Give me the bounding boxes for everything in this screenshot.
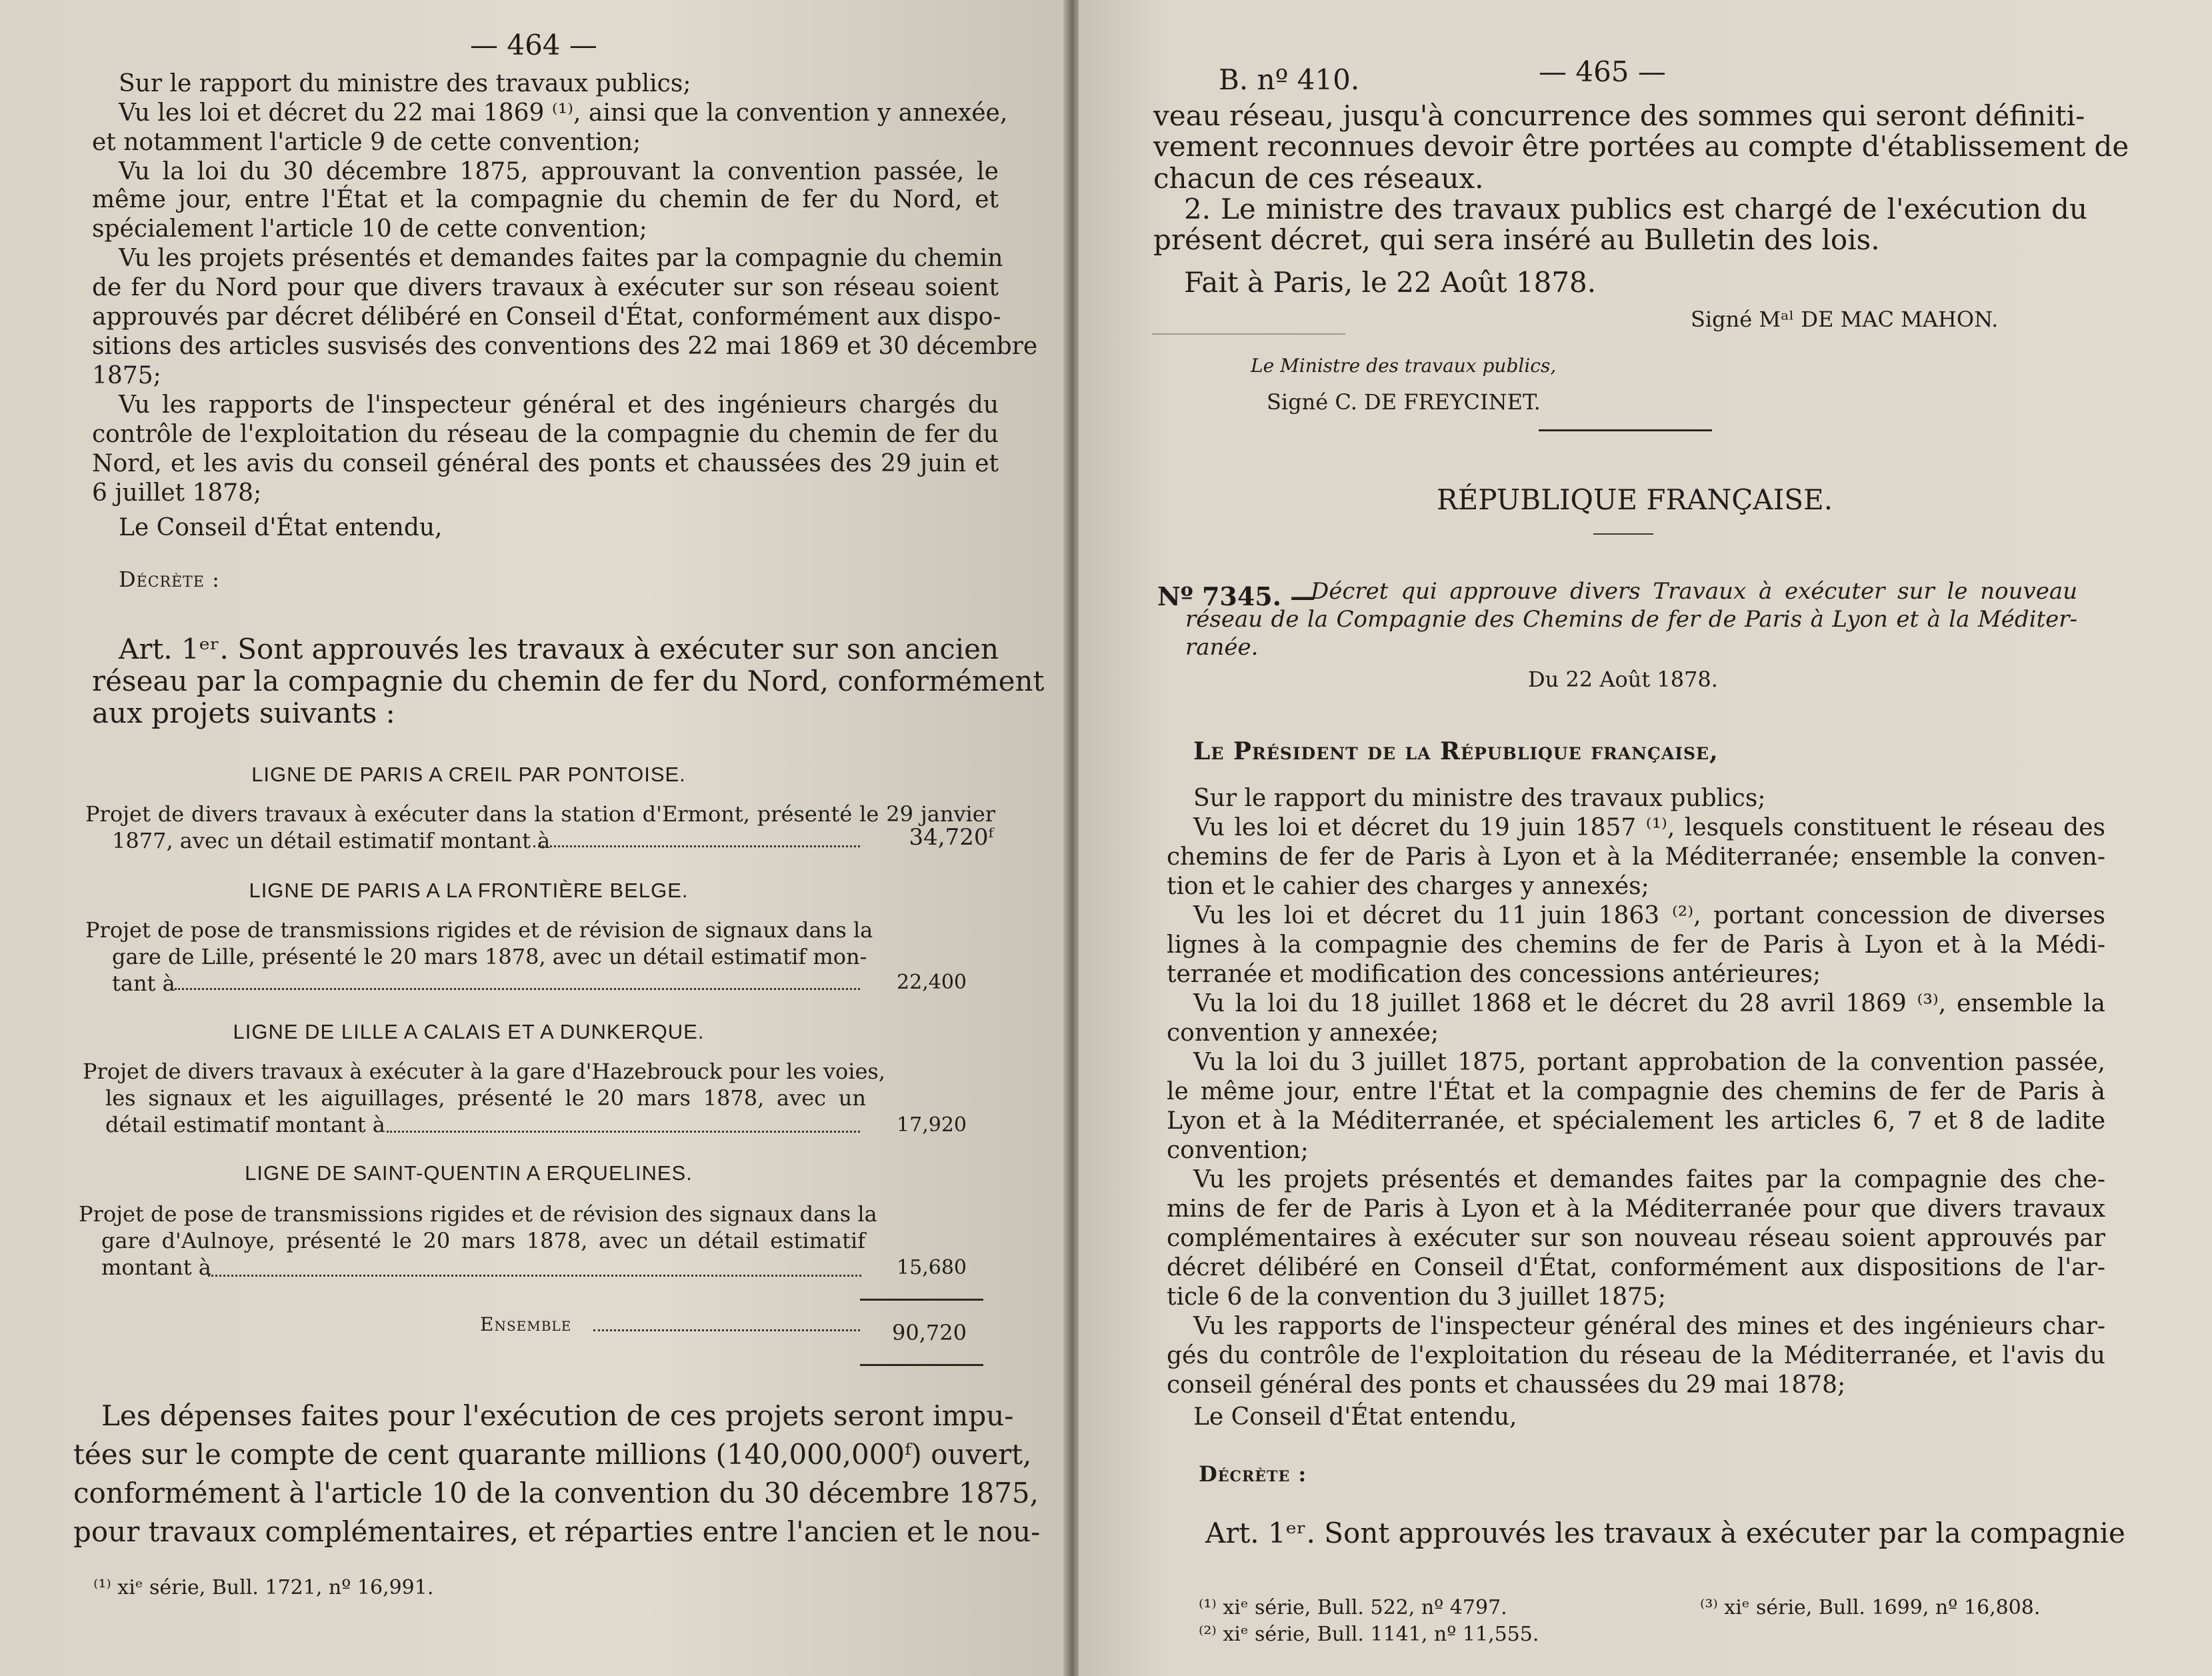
preamble-line: terranée et modification des concessions antérieures; <box>1167 961 1821 988</box>
preamble-line: tion et le cahier des charges y annexés; <box>1167 873 1649 900</box>
article-line: aux projets suivants : <box>92 697 395 729</box>
preamble-line: Vu les rapports de l'inspecteur général et des ingénieurs chargés du <box>119 391 999 419</box>
preamble-line: Vu les projets présentés et demandes faites par la compagnie du chemin <box>119 245 1003 272</box>
project-line: 1877, avec un détail estimatif montant à <box>112 828 551 853</box>
preamble-line: Lyon et à la Méditerranée, et spécialement les articles 6, 7 et 8 de ladite <box>1167 1107 2105 1135</box>
preamble-line: approuvés par décret délibéré en Conseil d'État, conformément aux dispo- <box>92 303 1001 331</box>
project-line: détail estimatif montant à <box>105 1112 385 1137</box>
left-page <box>0 0 1070 1676</box>
closing-line: conformément à l'article 10 de la convention du 30 décembre 1875, <box>73 1477 1039 1509</box>
preamble-line: 1875; <box>92 362 161 389</box>
preamble-line: lignes à la compagnie des chemins de fer de Paris à Lyon et à la Médi- <box>1167 931 2105 959</box>
preamble-line: Nord, et les avis du conseil général des ponts et chaussées des 29 juin et <box>92 450 999 477</box>
preamble-line: décret délibéré en Conseil d'État, conformément aux dispositions de l'ar- <box>1167 1254 2105 1281</box>
preamble-line: Vu les loi et décret du 19 juin 1857 ⁽¹⁾, lesquels constituent le réseau des <box>1193 814 2105 841</box>
preamble-line: même jour, entre l'État et la compagnie du chemin de fer du Nord, et <box>92 186 999 213</box>
separator-rule <box>1539 429 1712 431</box>
preamble-line: Vu les projets présentés et demandes faites par la compagnie des che- <box>1193 1166 2105 1193</box>
preamble-line: Vu les loi et décret du 11 juin 1863 ⁽²⁾, portant concession de diverses <box>1193 902 2105 929</box>
amount: 34,720ᶠ <box>909 824 993 851</box>
preamble-line: convention; <box>1167 1137 1309 1164</box>
closing-line: pour travaux complémentaires, et réparties entre l'ancien et le nou- <box>73 1515 1041 1548</box>
preamble-line: spécialement l'article 10 de cette convention; <box>92 215 647 243</box>
preamble-line: contrôle de l'exploitation du réseau de la compagnie du chemin de fer du <box>92 421 999 448</box>
preamble-line: et notamment l'article 9 de cette convention; <box>92 129 641 156</box>
preamble-line: sitions des articles susvisés des conventions des 22 mai 1869 et 30 décembre <box>92 333 1038 360</box>
preamble-line: Vu la loi du 18 juillet 1868 et le décret du 28 avril 1869 ⁽³⁾, ensemble la <box>1193 990 2105 1017</box>
closing-line: Les dépenses faites pour l'exécution de ces projets seront impu- <box>101 1399 1014 1432</box>
page-number-right: — 465 — <box>1539 55 1666 88</box>
project-line: Projet de pose de transmissions rigides et de révision de signaux dans la <box>85 917 873 943</box>
preamble-line: Sur le rapport du ministre des travaux publics; <box>119 70 691 97</box>
preamble-line: mins de fer de Paris à Lyon et à la Méditerranée pour que divers travaux <box>1167 1195 2105 1223</box>
fait-a-paris: Fait à Paris, le 22 Août 1878. <box>1184 266 1597 299</box>
project-line: gare de Lille, présenté le 20 mars 1878, avec un détail estimatif mon- <box>112 944 867 969</box>
preamble-line: 6 juillet 1878; <box>92 479 262 507</box>
amount: 22,400 <box>897 971 967 994</box>
footnote: ⁽³⁾ xiᵉ série, Bull. 1699, nº 16,808. <box>1700 1596 2041 1619</box>
footnote: ⁽¹⁾ xiᵉ série, Bull. 1721, nº 16,991. <box>93 1576 434 1599</box>
leader-dots <box>175 988 860 990</box>
total-amount: 90,720 <box>892 1320 967 1345</box>
article-line: réseau par la compagnie du chemin de fer du Nord, conformément <box>92 665 1045 697</box>
total-rule-top <box>860 1299 983 1301</box>
project-line: gare d'Aulnoye, présenté le 20 mars 1878, avec un détail estimatif <box>101 1228 865 1253</box>
faint-rule <box>1152 333 1345 335</box>
article-line: 2. Le ministre des travaux publics est chargé de l'exécution du <box>1184 193 2087 225</box>
project-line: les signaux et les aiguillages, présenté le 20 mars 1878, avec un <box>105 1085 866 1111</box>
project-line: montant à <box>101 1255 211 1280</box>
decree-title-line: réseau de la Compagnie des Chemins de fer de Paris à Lyon et à la Méditer- <box>1185 606 2077 633</box>
total-label: Ensemble <box>480 1313 572 1335</box>
section-title: LIGNE DE LILLE A CALAIS ET A DUNKERQUE. <box>233 1020 705 1043</box>
preamble-line: gés du contrôle de l'exploitation du réseau de la Méditerranée, et l'avis du <box>1167 1342 2105 1369</box>
project-line: tant à <box>112 971 175 996</box>
decree-title-line: ranée. <box>1185 634 1259 661</box>
preamble-line: complémentaires à exécuter sur son nouveau réseau soient approuvés par <box>1167 1225 2105 1252</box>
president-heading: Le Président de la République française, <box>1193 737 1719 765</box>
closing-line: tées sur le compte de cent quarante millions (140,000,000ᶠ) ouvert, <box>73 1438 1032 1471</box>
project-line: Projet de pose de transmissions rigides et de révision des signaux dans la <box>79 1201 877 1227</box>
leader-dots <box>593 1329 860 1331</box>
article-line: Art. 1ᵉʳ. Sont approuvés les travaux à exécuter sur son ancien <box>119 633 999 665</box>
decree-title-line: Décret qui approuve divers Travaux à exécuter sur le nouveau <box>1311 578 2077 605</box>
preamble-line: de fer du Nord pour que divers travaux à exécuter sur son réseau soient <box>92 274 999 301</box>
right-page <box>1079 0 2212 1676</box>
preamble-line: Le Conseil d'État entendu, <box>1193 1403 1517 1431</box>
section-title: LIGNE DE SAINT-QUENTIN A ERQUELINES. <box>245 1161 693 1185</box>
minister-title: Le Ministre des travaux publics, <box>1251 355 1557 377</box>
project-line: Projet de divers travaux à exécuter dans la station d'Ermont, présenté le 29 janvier <box>85 801 995 827</box>
amount: 15,680 <box>897 1256 967 1279</box>
page-number-left: — 464 — <box>470 29 597 61</box>
preamble-line: Sur le rapport du ministre des travaux publics; <box>1193 785 1766 812</box>
decrete-heading: Décrète : <box>1199 1461 1307 1487</box>
preamble-line: chemins de fer de Paris à Lyon et à la Méditerranée; ensemble la conven- <box>1167 843 2105 871</box>
project-line: Projet de divers travaux à exécuter à la gare d'Hazebrouck pour les voies, <box>83 1059 885 1084</box>
article-1-line: Art. 1ᵉʳ. Sont approuvés les travaux à exécuter par la compagnie <box>1205 1517 2125 1549</box>
continuation-line: vement reconnues devoir être portées au compte d'établissement de <box>1153 130 2129 163</box>
preamble-line: conseil général des ponts et chaussées du 29 mai 1878; <box>1167 1371 1846 1399</box>
short-rule <box>1593 533 1653 535</box>
section-title: LIGNE DE PARIS A LA FRONTIÈRE BELGE. <box>249 879 689 902</box>
decree-number: Nº 7345. — <box>1157 581 1316 611</box>
preamble-line: Vu les loi et décret du 22 mai 1869 ⁽¹⁾, ainsi que la convention y annexée, <box>119 99 1008 127</box>
preamble-line: convention y annexée; <box>1167 1019 1439 1047</box>
footnote: ⁽²⁾ xiᵉ série, Bull. 1141, nº 11,555. <box>1199 1623 1539 1646</box>
total-rule-bottom <box>860 1364 983 1366</box>
decrete-heading: Décrète : <box>119 567 220 592</box>
section-title: LIGNE DE PARIS A CREIL PAR PONTOISE. <box>251 763 686 786</box>
preamble-line: Le Conseil d'État entendu, <box>119 514 443 541</box>
continuation-line: veau réseau, jusqu'à concurrence des sommes qui seront définiti- <box>1153 99 2085 132</box>
signature-president: Signé Mᵃˡ DE MAC MAHON. <box>1691 307 1999 332</box>
leader-dots <box>387 1131 860 1133</box>
article-line: présent décret, qui sera inséré au Bulletin des lois. <box>1153 223 1880 256</box>
republique-heading: RÉPUBLIQUE FRANÇAISE. <box>1437 483 1833 516</box>
leader-dots <box>208 1275 861 1277</box>
continuation-line: chacun de ces réseaux. <box>1153 162 1484 195</box>
amount: 17,920 <box>897 1113 967 1137</box>
leader-dots <box>533 845 860 847</box>
preamble-line: ticle 6 de la convention du 3 juillet 1875; <box>1167 1283 1666 1311</box>
preamble-line: Vu les rapports de l'inspecteur général des mines et des ingénieurs char- <box>1193 1313 2105 1340</box>
preamble-line: Vu la loi du 3 juillet 1875, portant approbation de la convention passée, <box>1193 1049 2105 1076</box>
decree-date: Du 22 Août 1878. <box>1528 667 1718 692</box>
preamble-line: Vu la loi du 30 décembre 1875, approuvant la convention passée, le <box>119 158 999 185</box>
footnote: ⁽¹⁾ xiᵉ série, Bull. 522, nº 4797. <box>1199 1596 1507 1619</box>
bulletin-number: B. nº 410. <box>1219 63 1360 96</box>
signature-minister: Signé C. DE FREYCINET. <box>1267 389 1541 415</box>
preamble-line: le même jour, entre l'État et la compagnie des chemins de fer de Paris à <box>1167 1078 2105 1105</box>
